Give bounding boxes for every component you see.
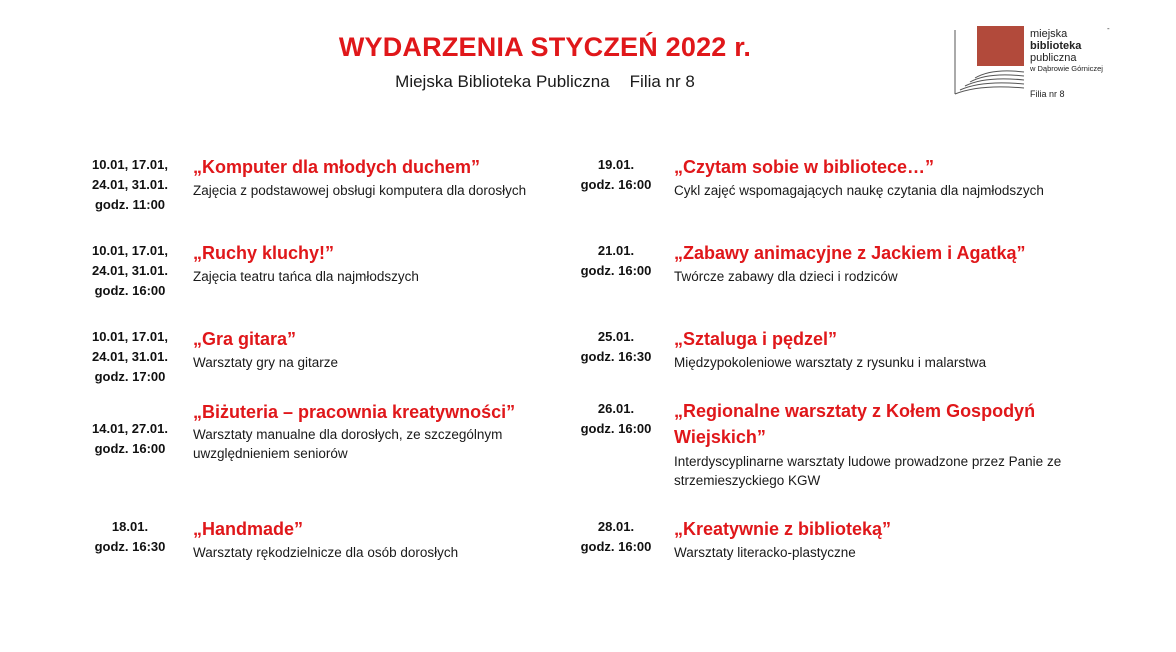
event-date-line: 10.01, 17.01,	[92, 329, 168, 344]
event-time: godz. 16:00	[94, 283, 166, 298]
event-title: „Czytam sobie w bibliotece…”	[674, 157, 935, 177]
page-title: WYDARZENIA STYCZEŃ 2022 r.	[338, 32, 752, 62]
event-time: godz. 17:00	[94, 369, 166, 384]
event-date	[70, 241, 190, 301]
library-name: Miejska Biblioteka Publiczna	[395, 72, 610, 91]
event-description: Warsztaty gry na gitarze	[193, 355, 339, 370]
event-description: Warsztaty rękodzielnicze dla osób dorosłych	[193, 545, 459, 560]
event-description	[193, 425, 502, 463]
event-time: godz. 16:00	[580, 539, 652, 554]
event-title	[674, 398, 1035, 450]
event-date	[70, 517, 190, 557]
event-time: godz. 16:00	[580, 421, 652, 436]
logo-text	[1030, 28, 1103, 74]
event-title: „Zabawy animacyjne z Jackiem i Agatką”	[674, 243, 1026, 263]
event-date	[566, 241, 666, 281]
event-date	[566, 327, 666, 367]
event-description: Warsztaty literacko-plastyczne	[674, 545, 856, 560]
logo-line-3: publiczna	[1030, 52, 1077, 64]
event-description: Cykl zajęć wspomagających naukę czytania dla najmłodszych	[674, 183, 1044, 198]
event-date	[566, 517, 666, 557]
logo-line-1: miejska	[1030, 28, 1068, 40]
event-description-line: uwzględnieniem seniorów	[193, 446, 348, 461]
event-time: godz. 16:00	[94, 441, 166, 456]
event-time: godz. 16:00	[580, 177, 652, 192]
event-date-line: 24.01, 31.01.	[92, 263, 168, 278]
event-title: „Biżuteria – pracownia kreatywności”	[193, 402, 516, 422]
event-date	[70, 155, 190, 215]
event-title: „Handmade”	[193, 519, 304, 539]
event-time: godz. 11:00	[94, 197, 166, 212]
event-time: godz. 16:30	[94, 539, 166, 554]
logo-line-4: w Dąbrowie Górniczej	[1030, 64, 1103, 73]
event-description: Zajęcia z podstawowej obsługi komputera dla dorosłych	[193, 183, 527, 198]
event-time: godz. 16:00	[580, 263, 652, 278]
event-title: „Sztaluga i pędzel”	[674, 329, 838, 349]
event-date-line: 28.01.	[597, 519, 635, 534]
event-date	[566, 399, 666, 439]
book-logo-icon	[950, 22, 1028, 100]
event-date-line: 10.01, 17.01,	[92, 157, 168, 172]
event-date-line: 10.01, 17.01,	[92, 243, 168, 258]
event-date	[566, 155, 666, 195]
event-title: „Komputer dla młodych duchem”	[193, 157, 481, 177]
event-description: Zajęcia teatru tańca dla najmłodszych	[193, 269, 419, 284]
library-logo	[950, 22, 1120, 102]
event-date	[70, 327, 190, 387]
event-date-line: 24.01, 31.01.	[92, 177, 168, 192]
event-date-line: 24.01, 31.01.	[92, 349, 168, 364]
event-description: Twórcze zabawy dla dzieci i rodziców	[674, 269, 898, 284]
event-title-line: „Regionalne warsztaty z Kołem Gospodyń	[674, 401, 1036, 421]
event-description: Międzypokoleniowe warsztaty z rysunku i malarstwa	[674, 355, 987, 370]
event-date	[70, 419, 190, 459]
event-date-line: 19.01.	[597, 157, 635, 172]
event-time: godz. 16:30	[580, 349, 652, 364]
event-title: „Ruchy kluchy!”	[193, 243, 335, 263]
logo-line-2: biblioteka	[1030, 40, 1082, 52]
event-description-line: Interdyscyplinarne warsztaty ludowe prowadzone przez Panie ze	[674, 454, 1062, 469]
event-title-line: Wiejskich”	[674, 427, 766, 447]
event-date-line: 25.01.	[597, 329, 635, 344]
event-date-line: 21.01.	[597, 243, 635, 258]
event-date-line: 26.01.	[597, 401, 635, 416]
event-title: „Gra gitara”	[193, 329, 297, 349]
event-description-line: strzemieszyckiego KGW	[674, 473, 821, 488]
logo-branch: Filia nr 8	[1030, 89, 1065, 99]
logo-mark: -	[1107, 24, 1110, 33]
event-description	[674, 452, 1061, 490]
page-subtitle	[240, 72, 850, 92]
branch-name: Filia nr 8	[629, 72, 695, 91]
event-description-line: Warsztaty manualne dla dorosłych, ze szczególnym	[193, 427, 503, 442]
event-title: „Kreatywnie z biblioteką”	[674, 519, 892, 539]
event-date-line: 18.01.	[111, 519, 149, 534]
event-date-line: 14.01, 27.01.	[92, 421, 168, 436]
